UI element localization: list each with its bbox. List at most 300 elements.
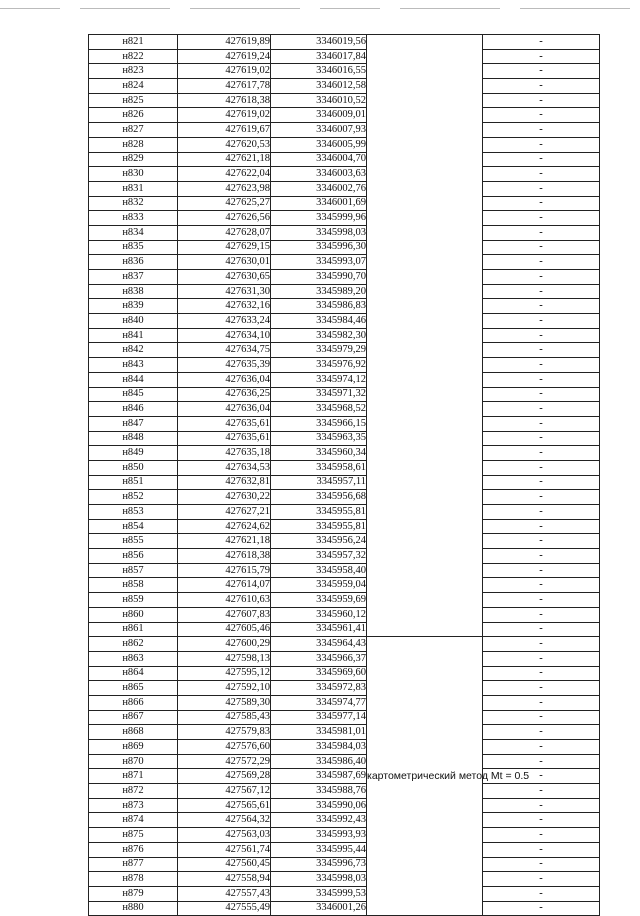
table-row (89, 343, 600, 358)
table-row (89, 886, 600, 901)
last-column-cell: - (483, 666, 600, 681)
table-row (89, 872, 600, 887)
x-coordinate-cell: 427629,15 (178, 240, 271, 255)
method-cell-empty (367, 35, 483, 637)
x-coordinate-cell: 427615,79 (178, 563, 271, 578)
table-row (89, 549, 600, 564)
last-column-cell: - (483, 372, 600, 387)
table-row (89, 137, 600, 152)
last-column-cell: - (483, 475, 600, 490)
y-coordinate-cell: 3345956,24 (271, 534, 367, 549)
last-column-cell: - (483, 358, 600, 373)
last-column-cell: - (483, 886, 600, 901)
point-name-cell: н823 (89, 64, 178, 79)
table-row (89, 607, 600, 622)
x-coordinate-cell: 427625,27 (178, 196, 271, 211)
last-column-cell: - (483, 828, 600, 843)
last-column-cell: - (483, 490, 600, 505)
table-row (89, 842, 600, 857)
x-coordinate-cell: 427630,01 (178, 255, 271, 270)
x-coordinate-cell: 427617,78 (178, 79, 271, 94)
table-row (89, 784, 600, 799)
y-coordinate-cell: 3345976,92 (271, 358, 367, 373)
table-row (89, 35, 600, 50)
last-column-cell: - (483, 798, 600, 813)
y-coordinate-cell: 3346012,58 (271, 79, 367, 94)
x-coordinate-cell: 427636,25 (178, 387, 271, 402)
x-coordinate-cell: 427636,04 (178, 402, 271, 417)
x-coordinate-cell: 427595,12 (178, 666, 271, 681)
point-name-cell: н865 (89, 681, 178, 696)
x-coordinate-cell: 427627,21 (178, 505, 271, 520)
point-name-cell: н846 (89, 402, 178, 417)
x-coordinate-cell: 427628,07 (178, 225, 271, 240)
x-coordinate-cell: 427592,10 (178, 681, 271, 696)
y-coordinate-cell: 3346009,01 (271, 108, 367, 123)
x-coordinate-cell: 427624,62 (178, 519, 271, 534)
y-coordinate-cell: 3345993,93 (271, 828, 367, 843)
y-coordinate-cell: 3345963,35 (271, 431, 367, 446)
last-column-cell: - (483, 284, 600, 299)
point-name-cell: н842 (89, 343, 178, 358)
last-column-cell: - (483, 137, 600, 152)
x-coordinate-cell: 427555,49 (178, 901, 271, 916)
point-name-cell: н873 (89, 798, 178, 813)
last-column-cell: - (483, 637, 600, 652)
point-name-cell: н831 (89, 181, 178, 196)
table-row (89, 270, 600, 285)
last-column-cell: - (483, 196, 600, 211)
table-row (89, 798, 600, 813)
y-coordinate-cell: 3345955,81 (271, 519, 367, 534)
point-name-cell: н830 (89, 167, 178, 182)
y-coordinate-cell: 3345960,34 (271, 446, 367, 461)
table-row (89, 416, 600, 431)
x-coordinate-cell: 427600,29 (178, 637, 271, 652)
last-column-cell: - (483, 108, 600, 123)
last-column-cell: - (483, 622, 600, 637)
table-row (89, 240, 600, 255)
point-name-cell: н867 (89, 710, 178, 725)
table-row (89, 681, 600, 696)
x-coordinate-cell: 427618,38 (178, 549, 271, 564)
last-column-cell: - (483, 299, 600, 314)
x-coordinate-cell: 427563,03 (178, 828, 271, 843)
point-name-cell: н835 (89, 240, 178, 255)
table-row (89, 857, 600, 872)
point-name-cell: н840 (89, 314, 178, 329)
y-coordinate-cell: 3345999,53 (271, 886, 367, 901)
table-row (89, 519, 600, 534)
last-column-cell: - (483, 343, 600, 358)
y-coordinate-cell: 3345984,46 (271, 314, 367, 329)
y-coordinate-cell: 3345981,01 (271, 725, 367, 740)
x-coordinate-cell: 427589,30 (178, 695, 271, 710)
y-coordinate-cell: 3345986,83 (271, 299, 367, 314)
last-column-cell: - (483, 534, 600, 549)
point-name-cell: н851 (89, 475, 178, 490)
point-name-cell: н871 (89, 769, 178, 784)
table-row (89, 402, 600, 417)
y-coordinate-cell: 3345972,83 (271, 681, 367, 696)
last-column-cell: - (483, 578, 600, 593)
x-coordinate-cell: 427626,56 (178, 211, 271, 226)
table-row (89, 754, 600, 769)
table-row (89, 358, 600, 373)
y-coordinate-cell: 3345957,11 (271, 475, 367, 490)
last-column-cell: - (483, 181, 600, 196)
table-row (89, 328, 600, 343)
table-row (89, 666, 600, 681)
table-row (89, 372, 600, 387)
point-name-cell: н864 (89, 666, 178, 681)
last-column-cell: - (483, 402, 600, 417)
y-coordinate-cell: 3345966,37 (271, 651, 367, 666)
y-coordinate-cell: 3345958,61 (271, 460, 367, 475)
x-coordinate-cell: 427635,39 (178, 358, 271, 373)
x-coordinate-cell: 427585,43 (178, 710, 271, 725)
y-coordinate-cell: 3346019,56 (271, 35, 367, 50)
x-coordinate-cell: 427619,89 (178, 35, 271, 50)
y-coordinate-cell: 3345986,40 (271, 754, 367, 769)
y-coordinate-cell: 3345964,43 (271, 637, 367, 652)
point-name-cell: н857 (89, 563, 178, 578)
point-name-cell: н825 (89, 93, 178, 108)
x-coordinate-cell: 427621,18 (178, 152, 271, 167)
x-coordinate-cell: 427635,18 (178, 446, 271, 461)
last-column-cell: - (483, 725, 600, 740)
last-column-cell: - (483, 79, 600, 94)
point-name-cell: н879 (89, 886, 178, 901)
point-name-cell: н829 (89, 152, 178, 167)
y-coordinate-cell: 3345956,68 (271, 490, 367, 505)
table-row (89, 563, 600, 578)
last-column-cell: - (483, 607, 600, 622)
y-coordinate-cell: 3345971,32 (271, 387, 367, 402)
x-coordinate-cell: 427576,60 (178, 740, 271, 755)
x-coordinate-cell: 427560,45 (178, 857, 271, 872)
y-coordinate-cell: 3345995,44 (271, 842, 367, 857)
y-coordinate-cell: 3345955,81 (271, 505, 367, 520)
x-coordinate-cell: 427623,98 (178, 181, 271, 196)
point-name-cell: н872 (89, 784, 178, 799)
y-coordinate-cell: 3345974,77 (271, 695, 367, 710)
last-column-cell: - (483, 416, 600, 431)
table-row (89, 225, 600, 240)
last-column-cell: - (483, 152, 600, 167)
y-coordinate-cell: 3345968,52 (271, 402, 367, 417)
y-coordinate-cell: 3345987,69 (271, 769, 367, 784)
x-coordinate-cell: 427579,83 (178, 725, 271, 740)
point-name-cell: н849 (89, 446, 178, 461)
last-column-cell: - (483, 740, 600, 755)
table-row (89, 49, 600, 64)
table-row (89, 152, 600, 167)
point-name-cell: н838 (89, 284, 178, 299)
point-name-cell: н826 (89, 108, 178, 123)
table-row (89, 255, 600, 270)
y-coordinate-cell: 3346010,52 (271, 93, 367, 108)
table-row (89, 475, 600, 490)
point-name-cell: н875 (89, 828, 178, 843)
table-row (89, 446, 600, 461)
y-coordinate-cell: 3345996,73 (271, 857, 367, 872)
last-column-cell: - (483, 651, 600, 666)
method-cell: картометрический метод Mt = 0.5 (367, 637, 483, 916)
point-name-cell: н862 (89, 637, 178, 652)
y-coordinate-cell: 3345974,12 (271, 372, 367, 387)
coordinates-table (88, 34, 600, 916)
point-name-cell: н822 (89, 49, 178, 64)
x-coordinate-cell: 427598,13 (178, 651, 271, 666)
x-coordinate-cell: 427621,18 (178, 534, 271, 549)
point-name-cell: н868 (89, 725, 178, 740)
y-coordinate-cell: 3346005,99 (271, 137, 367, 152)
y-coordinate-cell: 3346007,93 (271, 123, 367, 138)
x-coordinate-cell: 427569,28 (178, 769, 271, 784)
x-coordinate-cell: 427614,07 (178, 578, 271, 593)
point-name-cell: н861 (89, 622, 178, 637)
y-coordinate-cell: 3345993,07 (271, 255, 367, 270)
table-row (89, 505, 600, 520)
y-coordinate-cell: 3345960,12 (271, 607, 367, 622)
x-coordinate-cell: 427635,61 (178, 416, 271, 431)
table-row (89, 460, 600, 475)
last-column-cell: - (483, 270, 600, 285)
x-coordinate-cell: 427618,38 (178, 93, 271, 108)
y-coordinate-cell: 3345999,96 (271, 211, 367, 226)
table-row (89, 813, 600, 828)
point-name-cell: н845 (89, 387, 178, 402)
x-coordinate-cell: 427630,65 (178, 270, 271, 285)
last-column-cell: - (483, 813, 600, 828)
y-coordinate-cell: 3345988,76 (271, 784, 367, 799)
table-row (89, 284, 600, 299)
x-coordinate-cell: 427565,61 (178, 798, 271, 813)
table-row (89, 901, 600, 916)
last-column-cell: - (483, 328, 600, 343)
last-column-cell: - (483, 123, 600, 138)
y-coordinate-cell: 3345989,20 (271, 284, 367, 299)
y-coordinate-cell: 3345957,32 (271, 549, 367, 564)
point-name-cell: н877 (89, 857, 178, 872)
table-row (89, 123, 600, 138)
table-row (89, 578, 600, 593)
last-column-cell: - (483, 255, 600, 270)
y-coordinate-cell: 3345984,03 (271, 740, 367, 755)
last-column-cell: - (483, 167, 600, 182)
y-coordinate-cell: 3346004,70 (271, 152, 367, 167)
x-coordinate-cell: 427561,74 (178, 842, 271, 857)
table-row (89, 695, 600, 710)
table-row (89, 431, 600, 446)
point-name-cell: н824 (89, 79, 178, 94)
last-column-cell: - (483, 93, 600, 108)
x-coordinate-cell: 427633,24 (178, 314, 271, 329)
y-coordinate-cell: 3345998,03 (271, 225, 367, 240)
point-name-cell: н863 (89, 651, 178, 666)
point-name-cell: н841 (89, 328, 178, 343)
table-row (89, 534, 600, 549)
x-coordinate-cell: 427619,24 (178, 49, 271, 64)
point-name-cell: н844 (89, 372, 178, 387)
x-coordinate-cell: 427619,67 (178, 123, 271, 138)
x-coordinate-cell: 427636,04 (178, 372, 271, 387)
x-coordinate-cell: 427564,32 (178, 813, 271, 828)
x-coordinate-cell: 427610,63 (178, 593, 271, 608)
y-coordinate-cell: 3346017,84 (271, 49, 367, 64)
point-name-cell: н866 (89, 695, 178, 710)
point-name-cell: н869 (89, 740, 178, 755)
x-coordinate-cell: 427632,16 (178, 299, 271, 314)
last-column-cell: - (483, 872, 600, 887)
table-row (89, 725, 600, 740)
last-column-cell: - (483, 446, 600, 461)
last-column-cell: - (483, 563, 600, 578)
point-name-cell: н821 (89, 35, 178, 50)
y-coordinate-cell: 3346001,69 (271, 196, 367, 211)
point-name-cell: н856 (89, 549, 178, 564)
table-row (89, 622, 600, 637)
y-coordinate-cell: 3345998,03 (271, 872, 367, 887)
table-row (89, 828, 600, 843)
last-column-cell: - (483, 769, 600, 784)
table-row (89, 181, 600, 196)
point-name-cell: н860 (89, 607, 178, 622)
table-row (89, 637, 600, 652)
x-coordinate-cell: 427557,43 (178, 886, 271, 901)
last-column-cell: - (483, 519, 600, 534)
last-column-cell: - (483, 901, 600, 916)
point-name-cell: н874 (89, 813, 178, 828)
table-row (89, 314, 600, 329)
last-column-cell: - (483, 754, 600, 769)
y-coordinate-cell: 3345961,41 (271, 622, 367, 637)
last-column-cell: - (483, 710, 600, 725)
x-coordinate-cell: 427631,30 (178, 284, 271, 299)
last-column-cell: - (483, 314, 600, 329)
y-coordinate-cell: 3345958,40 (271, 563, 367, 578)
last-column-cell: - (483, 842, 600, 857)
last-column-cell: - (483, 460, 600, 475)
table-row (89, 167, 600, 182)
x-coordinate-cell: 427572,29 (178, 754, 271, 769)
x-coordinate-cell: 427620,53 (178, 137, 271, 152)
last-column-cell: - (483, 211, 600, 226)
point-name-cell: н878 (89, 872, 178, 887)
table-row (89, 387, 600, 402)
table-row (89, 196, 600, 211)
point-name-cell: н850 (89, 460, 178, 475)
last-column-cell: - (483, 505, 600, 520)
last-column-cell: - (483, 549, 600, 564)
y-coordinate-cell: 3345959,04 (271, 578, 367, 593)
x-coordinate-cell: 427635,61 (178, 431, 271, 446)
point-name-cell: н833 (89, 211, 178, 226)
y-coordinate-cell: 3345996,30 (271, 240, 367, 255)
x-coordinate-cell: 427619,02 (178, 108, 271, 123)
point-name-cell: н880 (89, 901, 178, 916)
table-row (89, 211, 600, 226)
table-row (89, 490, 600, 505)
last-column-cell: - (483, 240, 600, 255)
point-name-cell: н832 (89, 196, 178, 211)
point-name-cell: н839 (89, 299, 178, 314)
table-row (89, 79, 600, 94)
point-name-cell: н855 (89, 534, 178, 549)
last-column-cell: - (483, 857, 600, 872)
point-name-cell: н847 (89, 416, 178, 431)
point-name-cell: н843 (89, 358, 178, 373)
y-coordinate-cell: 3345977,14 (271, 710, 367, 725)
point-name-cell: н858 (89, 578, 178, 593)
table-row (89, 740, 600, 755)
y-coordinate-cell: 3345990,06 (271, 798, 367, 813)
x-coordinate-cell: 427622,04 (178, 167, 271, 182)
x-coordinate-cell: 427634,75 (178, 343, 271, 358)
point-name-cell: н854 (89, 519, 178, 534)
point-name-cell: н848 (89, 431, 178, 446)
x-coordinate-cell: 427619,02 (178, 64, 271, 79)
point-name-cell: н828 (89, 137, 178, 152)
last-column-cell: - (483, 387, 600, 402)
table-row (89, 108, 600, 123)
table-row (89, 299, 600, 314)
point-name-cell: н859 (89, 593, 178, 608)
last-column-cell: - (483, 784, 600, 799)
last-column-cell: - (483, 35, 600, 50)
y-coordinate-cell: 3346002,76 (271, 181, 367, 196)
x-coordinate-cell: 427634,53 (178, 460, 271, 475)
last-column-cell: - (483, 225, 600, 240)
coordinates-table-body (89, 35, 600, 916)
y-coordinate-cell: 3346003,63 (271, 167, 367, 182)
y-coordinate-cell: 3345966,15 (271, 416, 367, 431)
x-coordinate-cell: 427630,22 (178, 490, 271, 505)
table-row (89, 64, 600, 79)
last-column-cell: - (483, 64, 600, 79)
table-row (89, 93, 600, 108)
point-name-cell: н836 (89, 255, 178, 270)
x-coordinate-cell: 427605,46 (178, 622, 271, 637)
x-coordinate-cell: 427632,81 (178, 475, 271, 490)
x-coordinate-cell: 427567,12 (178, 784, 271, 799)
y-coordinate-cell: 3345990,70 (271, 270, 367, 285)
table-row (89, 710, 600, 725)
y-coordinate-cell: 3345969,60 (271, 666, 367, 681)
scan-top-artifact (0, 8, 640, 10)
point-name-cell: н827 (89, 123, 178, 138)
last-column-cell: - (483, 695, 600, 710)
y-coordinate-cell: 3346016,55 (271, 64, 367, 79)
point-name-cell: н853 (89, 505, 178, 520)
point-name-cell: н870 (89, 754, 178, 769)
x-coordinate-cell: 427634,10 (178, 328, 271, 343)
y-coordinate-cell: 3345982,30 (271, 328, 367, 343)
point-name-cell: н876 (89, 842, 178, 857)
x-coordinate-cell: 427607,83 (178, 607, 271, 622)
table-row (89, 651, 600, 666)
point-name-cell: н837 (89, 270, 178, 285)
x-coordinate-cell: 427558,94 (178, 872, 271, 887)
point-name-cell: н834 (89, 225, 178, 240)
point-name-cell: н852 (89, 490, 178, 505)
last-column-cell: - (483, 593, 600, 608)
last-column-cell: - (483, 681, 600, 696)
last-column-cell: - (483, 431, 600, 446)
last-column-cell: - (483, 49, 600, 64)
y-coordinate-cell: 3345959,69 (271, 593, 367, 608)
